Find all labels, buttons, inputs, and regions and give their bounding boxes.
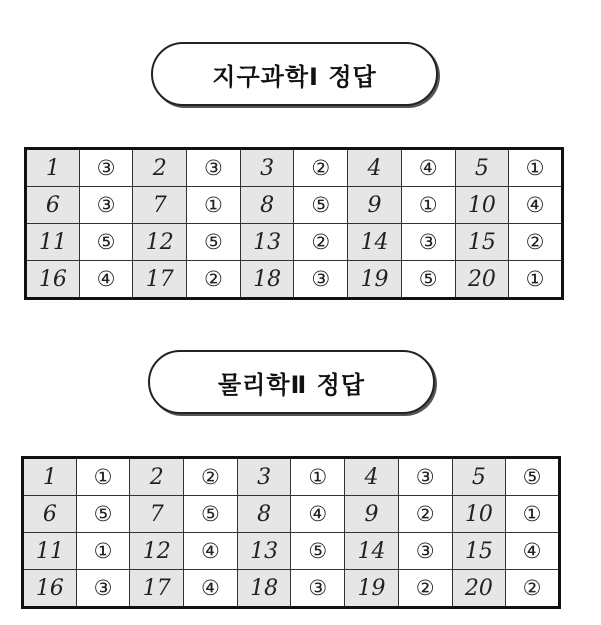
question-number: 9 bbox=[348, 187, 402, 224]
answer-choice: ⑤ bbox=[76, 496, 130, 533]
question-number: 13 bbox=[240, 224, 294, 261]
question-number: 10 bbox=[452, 496, 506, 533]
question-number: 17 bbox=[130, 570, 184, 608]
answer-choice: ② bbox=[184, 458, 238, 496]
answer-choice: ② bbox=[294, 149, 348, 187]
question-number: 3 bbox=[237, 458, 291, 496]
question-number: 8 bbox=[237, 496, 291, 533]
answer-row bbox=[23, 570, 560, 608]
question-number: 3 bbox=[240, 149, 294, 187]
physics-2-title bbox=[148, 350, 435, 414]
answer-choice: ① bbox=[401, 187, 455, 224]
answer-choice: ③ bbox=[79, 187, 133, 224]
answer-choice: ③ bbox=[79, 149, 133, 187]
answer-choice: ② bbox=[294, 224, 348, 261]
answer-choice: ⑤ bbox=[187, 224, 241, 261]
earth-science-1-title bbox=[151, 42, 438, 106]
answer-choice: ① bbox=[291, 458, 345, 496]
answer-choice: ① bbox=[506, 496, 560, 533]
answer-choice: ① bbox=[76, 458, 130, 496]
answer-choice: ② bbox=[509, 224, 563, 261]
question-number: 15 bbox=[455, 224, 509, 261]
answer-choice: ⑤ bbox=[294, 187, 348, 224]
physics-2-answer-table bbox=[21, 456, 561, 609]
question-number: 6 bbox=[23, 496, 77, 533]
question-number: 11 bbox=[26, 224, 80, 261]
answer-row bbox=[26, 149, 563, 187]
answer-choice: ④ bbox=[509, 187, 563, 224]
answer-choice: ⑤ bbox=[291, 533, 345, 570]
question-number: 19 bbox=[345, 570, 399, 608]
question-number: 16 bbox=[23, 570, 77, 608]
answer-row bbox=[23, 458, 560, 496]
question-number: 5 bbox=[455, 149, 509, 187]
question-number: 18 bbox=[237, 570, 291, 608]
question-number: 16 bbox=[26, 261, 80, 299]
answer-choice: ③ bbox=[401, 224, 455, 261]
question-number: 4 bbox=[348, 149, 402, 187]
answer-choice: ③ bbox=[398, 458, 452, 496]
answer-row bbox=[23, 496, 560, 533]
answer-choice: ② bbox=[398, 496, 452, 533]
answer-choice: ② bbox=[187, 261, 241, 299]
answer-choice: ⑤ bbox=[401, 261, 455, 299]
question-number: 15 bbox=[452, 533, 506, 570]
question-number: 11 bbox=[23, 533, 77, 570]
answer-choice: ④ bbox=[184, 570, 238, 608]
answer-row bbox=[26, 261, 563, 299]
answer-choice: ③ bbox=[294, 261, 348, 299]
answer-choice: ④ bbox=[401, 149, 455, 187]
question-number: 2 bbox=[133, 149, 187, 187]
answer-row bbox=[26, 187, 563, 224]
answer-choice: ① bbox=[509, 261, 563, 299]
question-number: 12 bbox=[130, 533, 184, 570]
answer-choice: ④ bbox=[291, 496, 345, 533]
answer-choice: ① bbox=[187, 187, 241, 224]
answer-choice: ④ bbox=[79, 261, 133, 299]
question-number: 10 bbox=[455, 187, 509, 224]
earth-science-1-answer-table bbox=[24, 147, 564, 300]
question-number: 1 bbox=[23, 458, 77, 496]
answer-choice: ③ bbox=[398, 533, 452, 570]
answer-choice: ③ bbox=[76, 570, 130, 608]
answer-choice: ④ bbox=[506, 533, 560, 570]
earth-science-1-title-text: 지구과학Ⅰ 정답 bbox=[212, 62, 377, 91]
question-number: 1 bbox=[26, 149, 80, 187]
question-number: 4 bbox=[345, 458, 399, 496]
answer-row bbox=[26, 224, 563, 261]
question-number: 14 bbox=[348, 224, 402, 261]
question-number: 13 bbox=[237, 533, 291, 570]
answer-choice: ⑤ bbox=[184, 496, 238, 533]
answer-choice: ③ bbox=[291, 570, 345, 608]
question-number: 2 bbox=[130, 458, 184, 496]
answer-row bbox=[23, 533, 560, 570]
question-number: 17 bbox=[133, 261, 187, 299]
question-number: 14 bbox=[345, 533, 399, 570]
answer-choice: ④ bbox=[184, 533, 238, 570]
question-number: 7 bbox=[130, 496, 184, 533]
answer-choice: ① bbox=[76, 533, 130, 570]
answer-choice: ⑤ bbox=[506, 458, 560, 496]
answer-choice: ⑤ bbox=[79, 224, 133, 261]
question-number: 5 bbox=[452, 458, 506, 496]
answer-choice: ① bbox=[509, 149, 563, 187]
question-number: 9 bbox=[345, 496, 399, 533]
question-number: 18 bbox=[240, 261, 294, 299]
question-number: 20 bbox=[455, 261, 509, 299]
question-number: 19 bbox=[348, 261, 402, 299]
physics-2-title-text: 물리학Ⅱ 정답 bbox=[217, 370, 366, 399]
answer-choice: ② bbox=[398, 570, 452, 608]
question-number: 12 bbox=[133, 224, 187, 261]
question-number: 8 bbox=[240, 187, 294, 224]
answer-choice: ② bbox=[506, 570, 560, 608]
question-number: 20 bbox=[452, 570, 506, 608]
answer-choice: ③ bbox=[187, 149, 241, 187]
question-number: 6 bbox=[26, 187, 80, 224]
question-number: 7 bbox=[133, 187, 187, 224]
